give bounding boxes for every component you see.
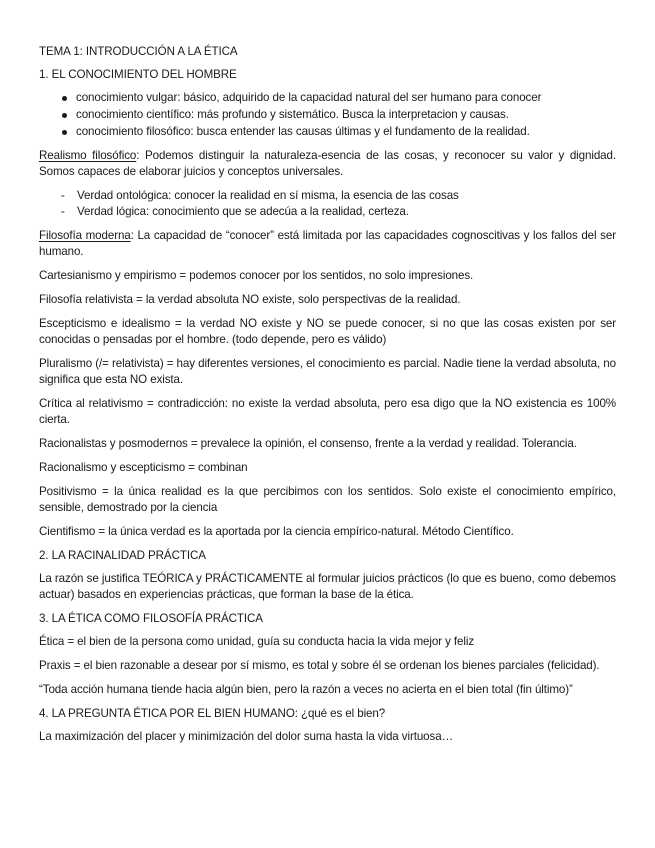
list-item: - Verdad ontológica: conocer la realidad en sí misma, la esencia de las cosas [77, 188, 616, 204]
realismo-term: Realismo filosófico [39, 149, 137, 162]
paragraph: Cartesianismo y empirismo = podemos conocer por los sentidos, no solo impresiones. [39, 269, 474, 282]
paragraph: Cientifismo = la única verdad es la aportada por la ciencia empírico-natural. Método Científico. [39, 525, 514, 538]
realismo-text: : Podemos distinguir la naturaleza-esencia de las cosas, y reconocer su valor y dignidad. Somos capaces de elaborar juicios y conceptos universales. [39, 149, 616, 178]
paragraph: La maximización del placer y minimización del dolor suma hasta la vida virtuosa… [39, 730, 454, 743]
moderna-paragraph [39, 228, 616, 260]
document-page [39, 44, 616, 753]
paragraph: Racionalistas y posmodernos = prevalece la opinión, el consenso, frente a la verdad y realidad. Tolerancia. [39, 437, 577, 450]
paragraph: Pluralismo (/= relativista) = hay diferentes versiones, el conocimiento es parcial. Nadie tiene la verdad absoluta, no significa que esta NO exista. [39, 357, 616, 386]
list-item: - Verdad lógica: conocimiento que se adecúa a la realidad, certeza. [77, 204, 616, 220]
knowledge-types-list [39, 90, 616, 140]
paragraph: La razón se justifica TEÓRICA y PRÁCTICAMENTE al formular juicios prácticos (lo que es bueno, como debemos actuar) basados en experiencias prácticas, que forman la base de la ética. [39, 572, 616, 601]
section-heading-3: 3. LA ÉTICA COMO FILOSOFÍA PRÁCTICA [39, 612, 263, 625]
list-item: conocimiento científico: más profundo y sistemático. Busca la interpretacion y causas. [76, 107, 616, 123]
paragraph: Ética = el bien de la persona como unidad, guía su conducta hacia la vida mejor y feliz [39, 635, 475, 648]
realismo-paragraph [39, 148, 616, 180]
document-title: TEMA 1: INTRODUCCIÓN A LA ÉTICA [39, 45, 238, 58]
paragraph: Positivismo = la única realidad es la que percibimos con los sentidos. Solo existe el conocimiento empírico, sensible, demostrado por la ciencia [39, 485, 616, 514]
paragraph: Escepticismo e idealismo = la verdad NO existe y NO se puede conocer, si no que las cosas existen por ser conocidas o pensadas por el hombre. (todo depende, pero es válido) [39, 317, 616, 346]
truth-types-list [39, 188, 616, 220]
paragraph: Filosofía relativista = la verdad absoluta NO existe, solo perspectivas de la realidad. [39, 293, 461, 306]
quote-paragraph: “Toda acción humana tiende hacia algún bien, pero la razón a veces no acierta en el bien total (fin último)” [39, 683, 573, 696]
list-item: conocimiento vulgar: básico, adquirido de la capacidad natural del ser humano para conocer [76, 90, 616, 106]
section-heading-4: 4. LA PREGUNTA ÉTICA POR EL BIEN HUMANO: ¿qué es el bien? [39, 707, 386, 720]
section-heading-2: 2. LA RACINALIDAD PRÁCTICA [39, 549, 206, 562]
list-item: conocimiento filosófico: busca entender las causas últimas y el fundamento de la realidad. [76, 124, 616, 140]
paragraph: Racionalismo y escepticismo = combinan [39, 461, 248, 474]
section-heading-1: 1. EL CONOCIMIENTO DEL HOMBRE [39, 68, 237, 81]
paragraph: Praxis = el bien razonable a desear por sí mismo, es total y sobre él se ordenan los bienes parciales (felicidad). [39, 659, 600, 672]
moderna-text: : La capacidad de “conocer” está limitada por las capacidades cognoscitivas y los fallos del ser humano. [39, 229, 616, 258]
moderna-term: Filosofía moderna [39, 229, 131, 242]
paragraph: Crítica al relativismo = contradicción: no existe la verdad absoluta, pero esa digo que la NO existencia es 100% cierta. [39, 397, 616, 426]
